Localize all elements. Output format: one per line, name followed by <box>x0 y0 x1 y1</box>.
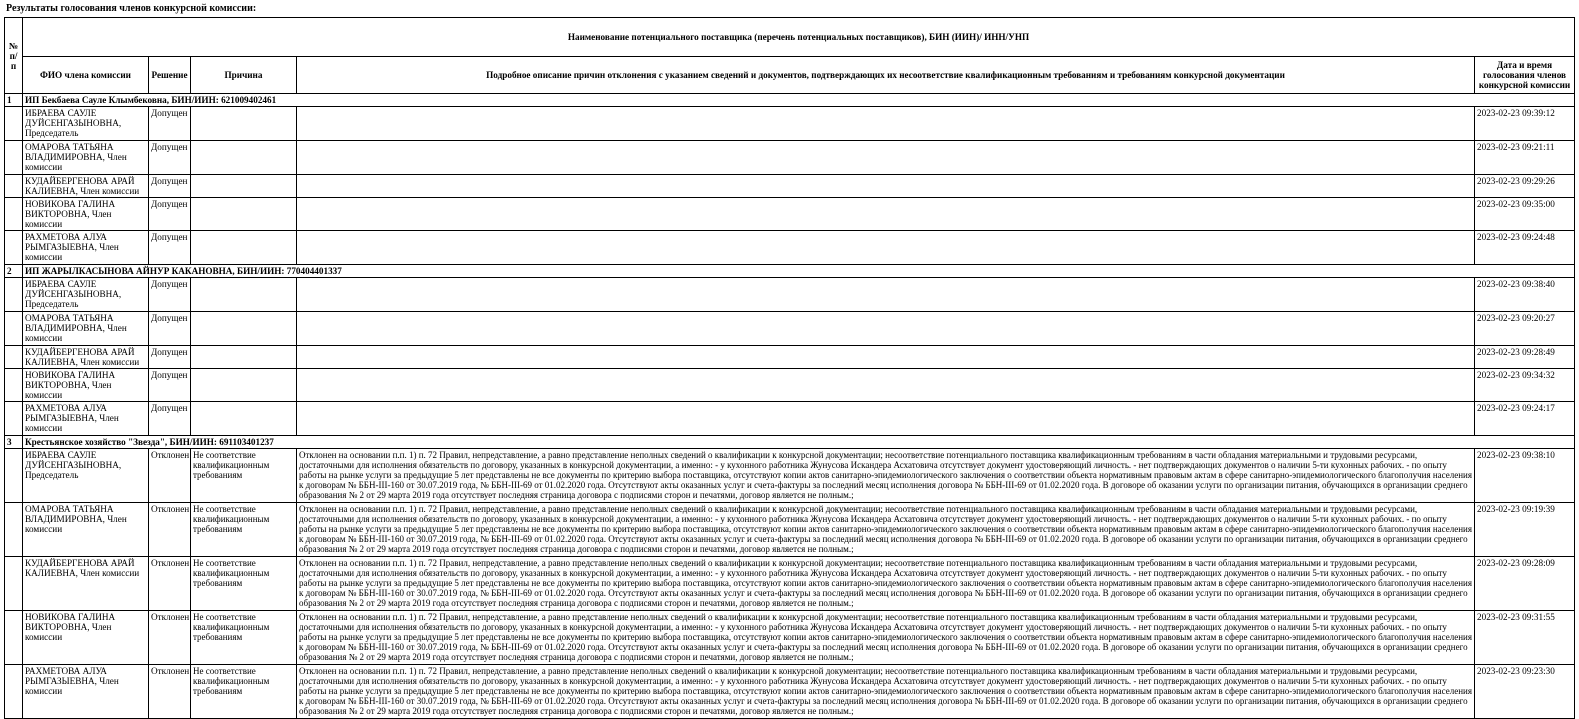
reason-cell <box>191 369 297 402</box>
supplier-num: 2 <box>5 265 23 278</box>
table-row <box>5 175 1575 198</box>
table-row <box>5 107 1575 141</box>
decision-cell: Допущен <box>149 231 191 265</box>
member-cell: ИБРАЕВА САУЛЕ ДУЙСЕНГАЗЫНОВНА, Председатель <box>23 278 149 312</box>
description-cell <box>297 231 1475 265</box>
supplier-name: ИП Бекбаева Сауле Клымбековна, БИН/ИИН: 621009402461 <box>23 94 1575 107</box>
supplier-num: 1 <box>5 94 23 107</box>
header-row-columns <box>5 57 1575 94</box>
empty-num-cell <box>5 557 23 611</box>
empty-num-cell <box>5 503 23 557</box>
member-cell: РАХМЕТОВА АЛУА РЫМГАЗЫЕВНА, Член комиссии <box>23 402 149 436</box>
table-row <box>5 231 1575 265</box>
supplier-row <box>5 436 1575 449</box>
member-cell: КУДАЙБЕРГЕНОВА АРАЙ КАЛИЕВНА, Член комиссии <box>23 175 149 198</box>
member-cell: НОВИКОВА ГАЛИНА ВИКТОРОВНА, Член комиссии <box>23 198 149 231</box>
table-row <box>5 312 1575 346</box>
datetime-cell: 2023-02-23 09:20:27 <box>1475 312 1575 346</box>
header-supplier: Наименование потенциального поставщика (перечень потенциальных поставщиков), БИН (ИИН)/ ИНН/УНП <box>23 18 1575 57</box>
supplier-row <box>5 265 1575 278</box>
datetime-cell: 2023-02-23 09:24:17 <box>1475 402 1575 436</box>
decision-cell: Допущен <box>149 402 191 436</box>
table-row <box>5 449 1575 503</box>
member-cell: ИБРАЕВА САУЛЕ ДУЙСЕНГАЗЫНОВНА, Председатель <box>23 449 149 503</box>
header-reason: Причина <box>191 57 297 94</box>
datetime-cell: 2023-02-23 09:38:10 <box>1475 449 1575 503</box>
voting-results-table <box>4 17 1575 719</box>
description-cell: Отклонен на основании п.п. 1) п. 72 Правил, непредставление, а равно представление неполных сведений о квалификации к конкурсной документации; несоответствие потенциального поставщика квалификационным требованиям в части обладания материальными и трудовыми ресурсами, достаточными для исполнения обязательств по договору, указанных в конкурсной документации, а именно: - у кухонного работника Жунусова Искандера Асхатовича отсутствует документ удостоверяющий личность. - нет подтверждающих документов о наличии 5-ти кухонных рабочих. - по опыту работы на рынке услуги за предыдущие 5 лет представлены не все документы по критерию выбора поставщика, отсутствуют копии актов санитарно-эпидемиологического заключения о соответствии объекта нормативным правовым актам в сфере санитарно-эпидемиологического благополучия населения к договорам № ББН-III-160 от 30.07.2019 года, № ББН-III-69 от 01.02.2020 года. Отсутствуют акты оказанных услуг и счета-фактуры за последний месяц исполнения договора № ББН-III-69 от 01.02.2020 года. В договоре об оказании услуги по организации питания, обучающихся в организации среднего образования № 2 от 29 марта 2019 года отсутствует последняя страница договора с подписями сторон и печатями, договор является не полным.; <box>297 503 1475 557</box>
table-row <box>5 503 1575 557</box>
description-cell: Отклонен на основании п.п. 1) п. 72 Правил, непредставление, а равно представление неполных сведений о квалификации к конкурсной документации; несоответствие потенциального поставщика квалификационным требованиям в части обладания материальными и трудовыми ресурсами, достаточными для исполнения обязательств по договору, указанных в конкурсной документации, а именно: - у кухонного работника Жунусова Искандера Асхатовича отсутствует документ удостоверяющий личность. - нет подтверждающих документов о наличии 5-ти кухонных рабочих. - по опыту работы на рынке услуги за предыдущие 5 лет представлены не все документы по критерию выбора поставщика, отсутствуют копии актов санитарно-эпидемиологического заключения о соответствии объекта нормативным правовым актам в сфере санитарно-эпидемиологического благополучия населения к договорам № ББН-III-160 от 30.07.2019 года, № ББН-III-69 от 01.02.2020 года. Отсутствуют акты оказанных услуг и счета-фактуры за последний месяц исполнения договора № ББН-III-69 от 01.02.2020 года. В договоре об оказании услуги по организации питания, обучающихся в организации среднего образования № 2 от 29 марта 2019 года отсутствует последняя страница договора с подписями сторон и печатями, договор является не полным.; <box>297 611 1475 665</box>
reason-cell <box>191 346 297 369</box>
decision-cell: Отклонен <box>149 665 191 719</box>
datetime-cell: 2023-02-23 09:24:48 <box>1475 231 1575 265</box>
reason-cell <box>191 402 297 436</box>
reason-cell: Не соответствие квалификационным требованиям <box>191 557 297 611</box>
member-cell: КУДАЙБЕРГЕНОВА АРАЙ КАЛИЕВНА, Член комиссии <box>23 557 149 611</box>
member-cell: ИБРАЕВА САУЛЕ ДУЙСЕНГАЗЫНОВНА, Председатель <box>23 107 149 141</box>
datetime-cell: 2023-02-23 09:31:55 <box>1475 611 1575 665</box>
decision-cell: Допущен <box>149 369 191 402</box>
datetime-cell: 2023-02-23 09:35:00 <box>1475 198 1575 231</box>
header-member: ФИО члена комиссии <box>23 57 149 94</box>
member-cell: РАХМЕТОВА АЛУА РЫМГАЗЫЕВНА, Член комиссии <box>23 665 149 719</box>
reason-cell: Не соответствие квалификационным требованиям <box>191 665 297 719</box>
description-cell <box>297 346 1475 369</box>
datetime-cell: 2023-02-23 09:28:49 <box>1475 346 1575 369</box>
header-row-top <box>5 18 1575 57</box>
reason-cell <box>191 198 297 231</box>
reason-cell <box>191 231 297 265</box>
decision-cell: Отклонен <box>149 449 191 503</box>
page-title: Результаты голосования членов конкурсной комиссии: <box>6 3 257 14</box>
description-cell <box>297 198 1475 231</box>
member-cell: ОМАРОВА ТАТЬЯНА ВЛАДИМИРОВНА, Член комиссии <box>23 312 149 346</box>
table-row <box>5 402 1575 436</box>
decision-cell: Допущен <box>149 107 191 141</box>
decision-cell: Допущен <box>149 141 191 175</box>
empty-num-cell <box>5 231 23 265</box>
datetime-cell: 2023-02-23 09:34:32 <box>1475 369 1575 402</box>
description-cell: Отклонен на основании п.п. 1) п. 72 Правил, непредставление, а равно представление неполных сведений о квалификации к конкурсной документации; несоответствие потенциального поставщика квалификационным требованиям в части обладания материальными и трудовыми ресурсами, достаточными для исполнения обязательств по договору, указанных в конкурсной документации, а именно: - у кухонного работника Жунусова Искандера Асхатовича отсутствует документ удостоверяющий личность. - нет подтверждающих документов о наличии 5-ти кухонных рабочих. - по опыту работы на рынке услуги за предыдущие 5 лет представлены не все документы по критерию выбора поставщика, отсутствуют копии актов санитарно-эпидемиологического заключения о соответствии объекта нормативным правовым актам в сфере санитарно-эпидемиологического благополучия населения к договорам № ББН-III-160 от 30.07.2019 года, № ББН-III-69 от 01.02.2020 года. Отсутствуют акты оказанных услуг и счета-фактуры за последний месяц исполнения договора № ББН-III-69 от 01.02.2020 года. В договоре об оказании услуги по организации питания, обучающихся в организации среднего образования № 2 от 29 марта 2019 года отсутствует последняя страница договора с подписями сторон и печатями, договор является не полным.; <box>297 557 1475 611</box>
decision-cell: Допущен <box>149 312 191 346</box>
decision-cell: Отклонен <box>149 611 191 665</box>
datetime-cell: 2023-02-23 09:29:26 <box>1475 175 1575 198</box>
datetime-cell: 2023-02-23 09:38:40 <box>1475 278 1575 312</box>
empty-num-cell <box>5 402 23 436</box>
decision-cell: Отклонен <box>149 503 191 557</box>
datetime-cell: 2023-02-23 09:21:11 <box>1475 141 1575 175</box>
member-cell: ОМАРОВА ТАТЬЯНА ВЛАДИМИРОВНА, Член комиссии <box>23 141 149 175</box>
header-decision: Решение <box>149 57 191 94</box>
decision-cell: Допущен <box>149 346 191 369</box>
empty-num-cell <box>5 107 23 141</box>
empty-num-cell <box>5 198 23 231</box>
reason-cell <box>191 278 297 312</box>
datetime-cell: 2023-02-23 09:19:39 <box>1475 503 1575 557</box>
datetime-cell: 2023-02-23 09:23:30 <box>1475 665 1575 719</box>
member-cell: НОВИКОВА ГАЛИНА ВИКТОРОВНА, Член комиссии <box>23 369 149 402</box>
description-cell <box>297 369 1475 402</box>
member-cell: ОМАРОВА ТАТЬЯНА ВЛАДИМИРОВНА, Член комиссии <box>23 503 149 557</box>
table-row <box>5 557 1575 611</box>
reason-cell: Не соответствие квалификационным требованиям <box>191 611 297 665</box>
supplier-name: Крестьянское хозяйство "Звезда", БИН/ИИН: 691103401237 <box>23 436 1575 449</box>
description-cell: Отклонен на основании п.п. 1) п. 72 Правил, непредставление, а равно представление неполных сведений о квалификации к конкурсной документации; несоответствие потенциального поставщика квалификационным требованиям в части обладания материальными и трудовыми ресурсами, достаточными для исполнения обязательств по договору, указанных в конкурсной документации, а именно: - у кухонного работника Жунусова Искандера Асхатовича отсутствует документ удостоверяющий личность. - нет подтверждающих документов о наличии 5-ти кухонных рабочих. - по опыту работы на рынке услуги за предыдущие 5 лет представлены не все документы по критерию выбора поставщика, отсутствуют копии актов санитарно-эпидемиологического заключения о соответствии объекта нормативным правовым актам в сфере санитарно-эпидемиологического благополучия населения к договорам № ББН-III-160 от 30.07.2019 года, № ББН-III-69 от 01.02.2020 года. Отсутствуют акты оказанных услуг и счета-фактуры за последний месяц исполнения договора № ББН-III-69 от 01.02.2020 года. В договоре об оказании услуги по организации питания, обучающихся в организации среднего образования № 2 от 29 марта 2019 года отсутствует последняя страница договора с подписями сторон и печатями, договор является не полным.; <box>297 665 1475 719</box>
description-cell <box>297 402 1475 436</box>
reason-cell <box>191 312 297 346</box>
datetime-cell: 2023-02-23 09:28:09 <box>1475 557 1575 611</box>
table-body <box>5 94 1575 719</box>
description-cell <box>297 141 1475 175</box>
header-description: Подробное описание причин отклонения с указанием сведений и документов, подтверждающих их несоответствие квалификационным требованиям и требованиям конкурсной документации <box>297 57 1475 94</box>
description-cell <box>297 312 1475 346</box>
reason-cell: Не соответствие квалификационным требованиям <box>191 449 297 503</box>
member-cell: НОВИКОВА ГАЛИНА ВИКТОРОВНА, Член комиссии <box>23 611 149 665</box>
supplier-num: 3 <box>5 436 23 449</box>
decision-cell: Допущен <box>149 198 191 231</box>
empty-num-cell <box>5 278 23 312</box>
decision-cell: Допущен <box>149 278 191 312</box>
description-cell <box>297 278 1475 312</box>
reason-cell <box>191 175 297 198</box>
reason-cell <box>191 141 297 175</box>
header-datetime: Дата и время голосования членов конкурсной комиссии <box>1475 57 1575 94</box>
empty-num-cell <box>5 611 23 665</box>
empty-num-cell <box>5 175 23 198</box>
description-cell: Отклонен на основании п.п. 1) п. 72 Правил, непредставление, а равно представление неполных сведений о квалификации к конкурсной документации; несоответствие потенциального поставщика квалификационным требованиям в части обладания материальными и трудовыми ресурсами, достаточными для исполнения обязательств по договору, указанных в конкурсной документации, а именно: - у кухонного работника Жунусова Искандера Асхатовича отсутствует документ удостоверяющий личность. - нет подтверждающих документов о наличии 5-ти кухонных рабочих. - по опыту работы на рынке услуги за предыдущие 5 лет представлены не все документы по критерию выбора поставщика, отсутствуют копии актов санитарно-эпидемиологического заключения о соответствии объекта нормативным правовым актам в сфере санитарно-эпидемиологического благополучия населения к договорам № ББН-III-160 от 30.07.2019 года, № ББН-III-69 от 01.02.2020 года. Отсутствуют акты оказанных услуг и счета-фактуры за последний месяц исполнения договора № ББН-III-69 от 01.02.2020 года. В договоре об оказании услуги по организации питания, обучающихся в организации среднего образования № 2 от 29 марта 2019 года отсутствует последняя страница договора с подписями сторон и печатями, договор является не полным.; <box>297 449 1475 503</box>
supplier-row <box>5 94 1575 107</box>
table-row <box>5 278 1575 312</box>
header-num: № п/п <box>5 18 23 94</box>
table-row <box>5 665 1575 719</box>
member-cell: КУДАЙБЕРГЕНОВА АРАЙ КАЛИЕВНА, Член комиссии <box>23 346 149 369</box>
empty-num-cell <box>5 141 23 175</box>
table-row <box>5 369 1575 402</box>
table-row <box>5 141 1575 175</box>
reason-cell: Не соответствие квалификационным требованиям <box>191 503 297 557</box>
empty-num-cell <box>5 665 23 719</box>
table-row <box>5 198 1575 231</box>
table-row <box>5 611 1575 665</box>
table-row <box>5 346 1575 369</box>
description-cell <box>297 175 1475 198</box>
empty-num-cell <box>5 449 23 503</box>
empty-num-cell <box>5 346 23 369</box>
decision-cell: Допущен <box>149 175 191 198</box>
decision-cell: Отклонен <box>149 557 191 611</box>
description-cell <box>297 107 1475 141</box>
member-cell: РАХМЕТОВА АЛУА РЫМГАЗЫЕВНА, Член комиссии <box>23 231 149 265</box>
datetime-cell: 2023-02-23 09:39:12 <box>1475 107 1575 141</box>
supplier-name: ИП ЖАРЫЛКАСЫНОВА АЙНУР КАКАНОВНА, БИН/ИИН: 770404401337 <box>23 265 1575 278</box>
empty-num-cell <box>5 312 23 346</box>
empty-num-cell <box>5 369 23 402</box>
reason-cell <box>191 107 297 141</box>
